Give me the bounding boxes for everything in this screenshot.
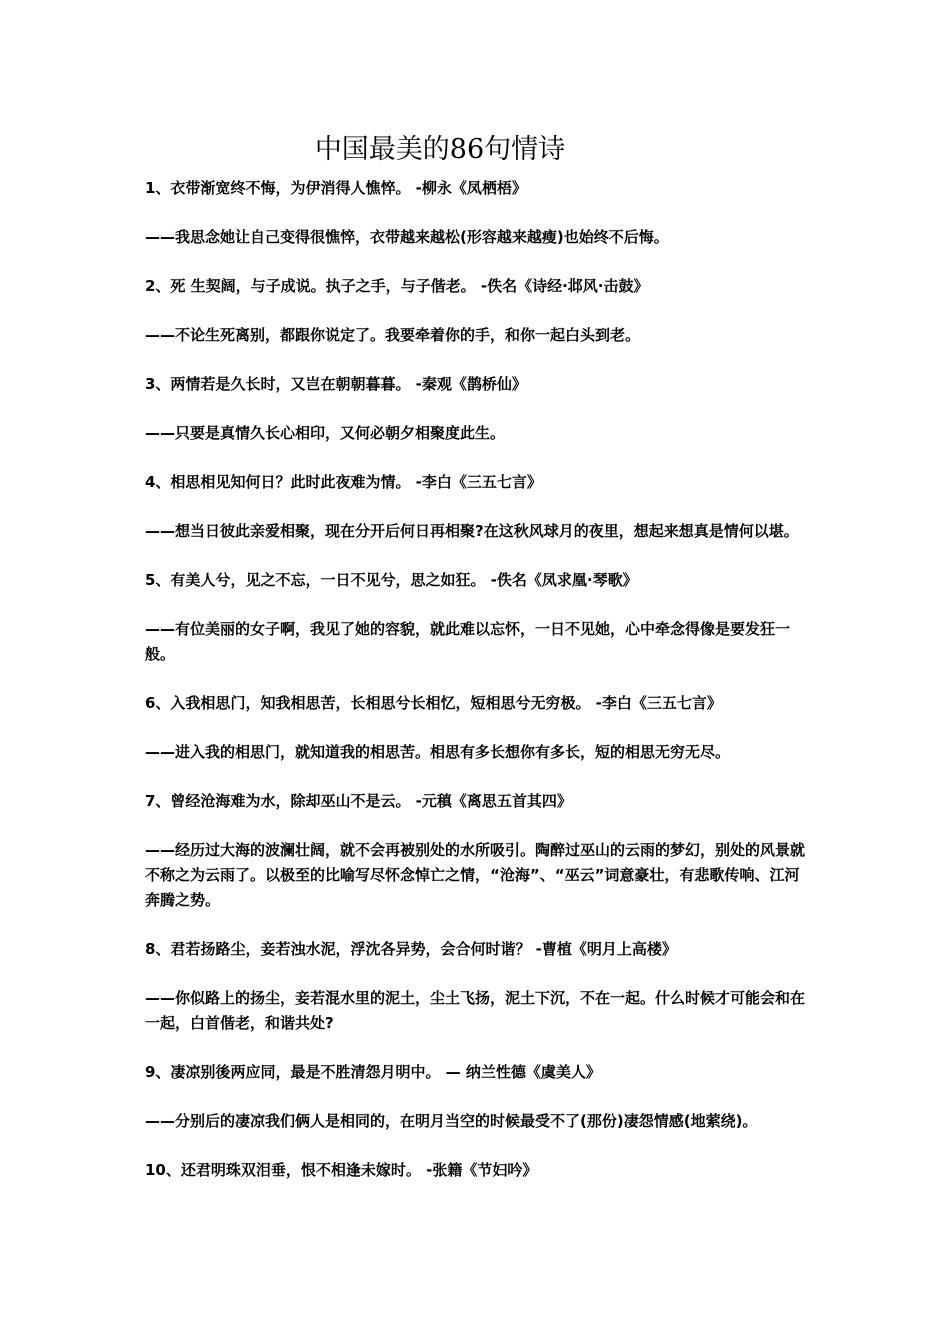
document-body: [145, 176, 810, 1207]
poem-line-9: 9、凄凉别後两应同，最是不胜清怨月明中。 — 纳兰性德《虞美人》: [145, 1063, 601, 1081]
poem-explanation-1: ——我思念她让自己变得很憔悴，衣带越来越松(形容越来越瘦)也始终不后悔。: [145, 228, 669, 246]
poem-explanation-5: ——有位美丽的女子啊，我见了她的容貌，就此难以忘怀，一日不见她，心中牵念得像是要发狂一般。: [145, 620, 791, 663]
poem-line-5: 5、有美人兮，见之不忘，一日不见兮，思之如狂。 -佚名《凤求凰·琴歌》: [145, 571, 638, 589]
poem-explanation-6: ——进入我的相思门，就知道我的相思苦。相思有多长想你有多长，短的相思无穷无尽。: [145, 743, 731, 761]
poem-explanation-3: ——只要是真情久长心相印，又何必朝夕相聚度此生。: [145, 424, 506, 442]
poem-explanation-2: ——不论生死离别，都跟你说定了。我要牵着你的手，和你一起白头到老。: [145, 326, 641, 344]
poem-explanation-9: ——分别后的凄凉我们俩人是相同的，在明月当空的时候最受不了(那份)凄怨情感(地萦绕)。: [145, 1112, 758, 1130]
poem-line-3: 3、两情若是久长时，又岂在朝朝暮暮。 -秦观《鹊桥仙》: [145, 375, 527, 393]
poem-line-7: 7、曾经沧海难为水，除却巫山不是云。 -元稹《离思五首其四》: [145, 792, 572, 810]
poem-line-1: 1、衣带渐宽终不悔，为伊消得人憔悴。 -柳永《凤栖梧》: [145, 179, 527, 197]
poem-line-10: 10、还君明珠双泪垂，恨不相逢未嫁时。 -张籍《节妇吟》: [145, 1161, 538, 1179]
poem-line-6: 6、入我相思门，知我相思苦，长相思兮长相忆，短相思兮无穷极。 -李白《三五七言》: [145, 694, 722, 712]
poem-line-2: 2、死 生契阔，与子成说。执子之手，与子偕老。 -佚名《诗经·邶风·击鼓》: [145, 277, 649, 295]
poem-explanation-4: ——想当日彼此亲爱相聚，现在分开后何日再相聚?在这秋风球月的夜里，想起来想真是情何以堪。: [145, 522, 799, 540]
poem-explanation-8: ——你似路上的扬尘，妾若混水里的泥土，尘土飞扬，泥土下沉，不在一起。什么时候才可能会和在一起，白首偕老，和谐共处?: [145, 989, 806, 1032]
poem-line-8: 8、君若扬路尘，妾若浊水泥，浮沈各异势，会合何时谐？ -曹植《明月上高楼》: [145, 940, 677, 958]
poem-line-4: 4、相思相见知何日？此时此夜难为情。 -李白《三五七言》: [145, 473, 542, 491]
poem-explanation-7: ——经历过大海的波澜壮阔，就不会再被别处的水所吸引。陶醉过巫山的云雨的梦幻，别处的风景就不称之为云雨了。以极至的比喻写尽怀念悼亡之情，“沧海”、“巫云”词意豪壮，有悲歌传响、江河奔腾之势。: [145, 841, 806, 909]
document-title: 中国最美的86句情诗: [314, 134, 566, 165]
